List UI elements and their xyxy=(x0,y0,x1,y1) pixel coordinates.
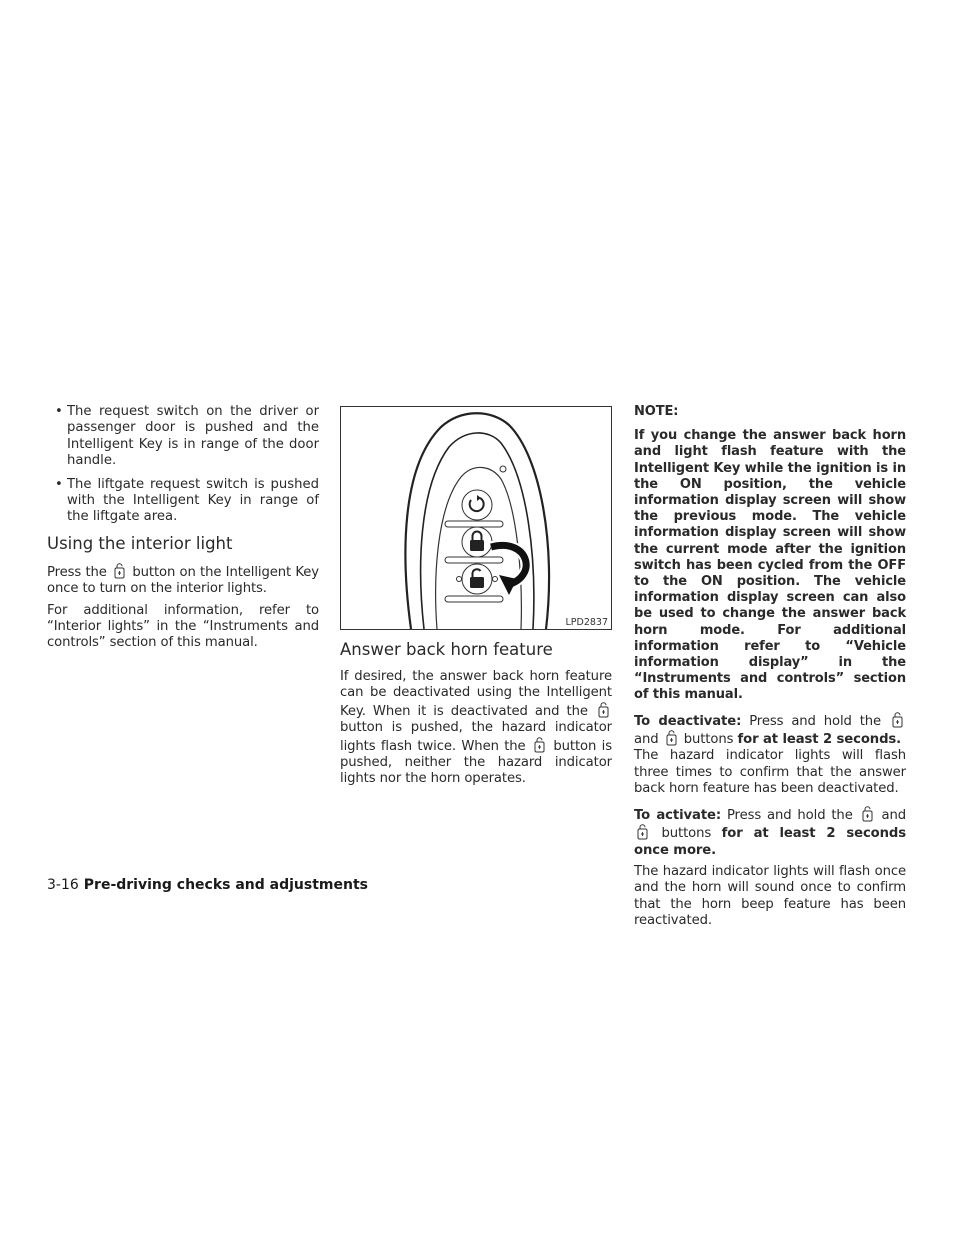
figure-label: LPD2837 xyxy=(565,617,608,628)
column-right xyxy=(634,404,906,930)
key-fob-button-icon xyxy=(597,702,610,718)
bullet-text: The request switch on the driver or passenger door is pushed and the Intelligent Key is in range of the door handle. xyxy=(67,404,319,469)
paragraph: Press the button on the Intelligent Key once to turn on the interior lights. xyxy=(47,564,319,597)
bullet-mark: • xyxy=(55,476,63,492)
column-middle xyxy=(340,406,612,788)
section-heading: Answer back horn feature xyxy=(340,640,553,659)
paragraph: The hazard indicator lights will flash three times to confirm that the answer back horn feature has been deactivated. xyxy=(634,748,906,797)
key-fob-button-icon xyxy=(891,712,904,728)
key-fob-illustration xyxy=(340,406,612,630)
list-item xyxy=(47,404,319,470)
note-text: If you change the answer back horn and light flash feature with the Intelligent Key while the ignition is in the ON position, the vehicle information display screen will show the previous mode. The vehicle information display screen will show the current mode after the ignition switch has been cycled from the OFF to the ON position. The vehicle information display screen can also be used to change the answer back horn mode. For additional information refer to “Vehicle information display” in the “Instruments and controls” section of this manual. xyxy=(634,428,906,703)
key-fob-button-icon xyxy=(636,824,649,840)
key-fob-button-icon xyxy=(533,737,546,753)
section-title: Pre-driving checks and adjustments xyxy=(83,877,368,893)
key-fob-button-icon xyxy=(665,730,678,746)
deactivate-instruction: To deactivate: Press and hold the and buttons for at least 2 seconds. xyxy=(634,712,906,749)
column-left xyxy=(47,404,319,652)
note-block xyxy=(634,404,906,704)
bullet-mark: • xyxy=(55,404,63,419)
list-item xyxy=(47,477,319,526)
key-fob-button-icon xyxy=(113,563,126,579)
page-number: 3-16 xyxy=(47,877,79,893)
activate-instruction: To activate: Press and hold the and buttons for at least 2 seconds once more. xyxy=(634,807,907,858)
paragraph: If desired, the answer back horn feature can be deactivated using the Intelligent Key. When it is deactivated and the button is pushed, the hazard indicator lights flash twice. When the button is pushed, neither the hazard indicator lights nor the horn operates. xyxy=(340,669,613,787)
key-fob-button-icon xyxy=(861,806,874,822)
paragraph: The hazard indicator lights will flash once and the horn will sound once to confirm that the horn beep feature has been reactivated. xyxy=(634,863,906,929)
page-footer xyxy=(47,876,368,894)
note-label: NOTE: xyxy=(634,404,679,419)
bullet-text: The liftgate request switch is pushed with the Intelligent Key in range of the liftgate area. xyxy=(67,476,319,525)
paragraph: For additional information, refer to “Interior lights” in the “Instruments and controls” section of this manual. xyxy=(47,602,319,651)
section-heading: Using the interior light xyxy=(47,533,233,553)
